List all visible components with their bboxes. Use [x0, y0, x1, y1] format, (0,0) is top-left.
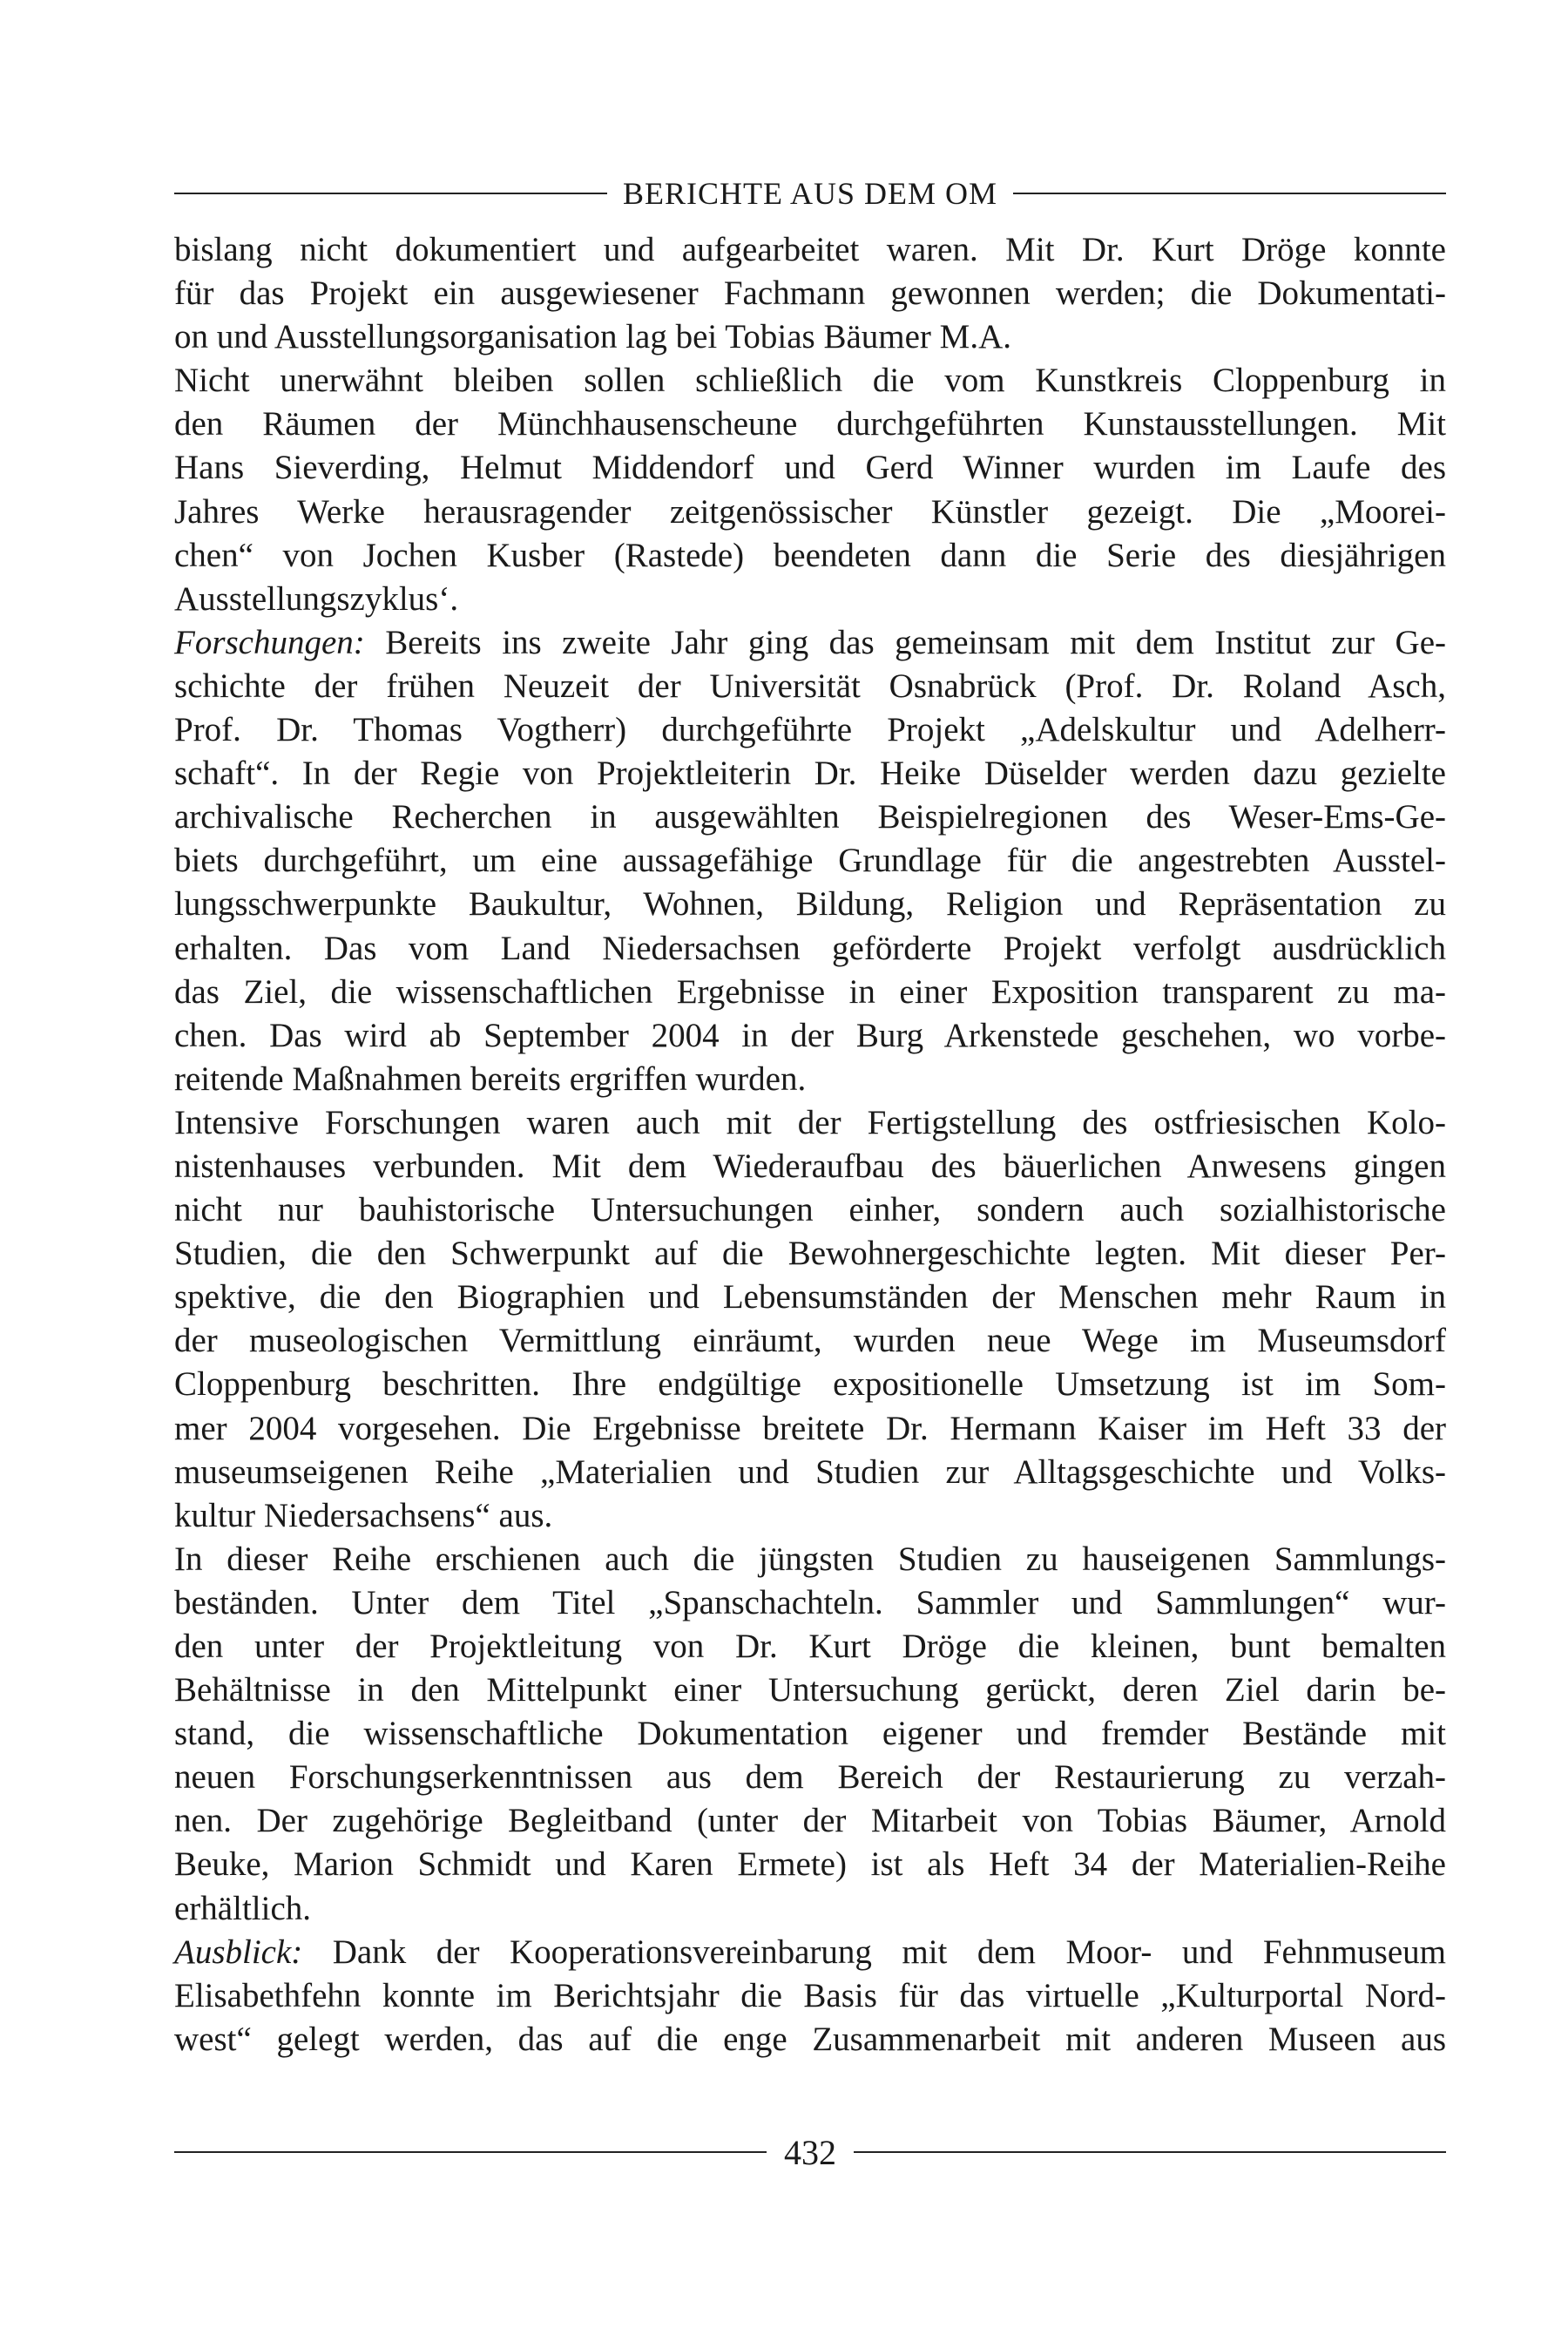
text-line: [174, 315, 1446, 359]
line-text: Beuke, Marion Schmidt und Karen Ermete) ist als Heft 34 der Materialien-Reihe: [174, 1845, 1446, 1884]
text-line: [174, 1625, 1446, 1669]
text-line: [174, 403, 1446, 446]
line-text: Cloppenburg beschritten. Ihre endgültige expositionelle Umsetzung ist im Som-: [174, 1365, 1446, 1404]
text-line: [174, 665, 1446, 708]
text-line: [174, 1145, 1446, 1188]
line-text: Elisabethfehn konnte im Berichtsjahr die Basis für das virtuelle „Kulturportal Nord-: [174, 1976, 1446, 2014]
text-line: [174, 1232, 1446, 1276]
line-text: nicht nur bauhistorische Untersuchungen einher, sondern auch sozialhistorische: [174, 1191, 1446, 1229]
text-line: [174, 534, 1446, 578]
line-text: chen“ von Jochen Kusber (Rastede) beendeten dann die Serie des diesjährigen: [174, 536, 1446, 574]
line-text: schaft“. In der Regie von Projektleiterin Dr. Heike Düselder werden dazu gezielte: [174, 755, 1446, 793]
line-text: west“ gelegt werden, das auf die enge Zusammenarbeit mit anderen Museen aus: [174, 2020, 1446, 2058]
text-line: [174, 883, 1446, 926]
text-line: [174, 1451, 1446, 1494]
text-line: [174, 228, 1446, 272]
running-header: [174, 172, 1446, 215]
line-text: nistenhauses verbunden. Mit dem Wiederaufbau des bäuerlichen Anwesens gingen: [174, 1147, 1446, 1185]
line-text: spektive, die den Biographien und Lebensumständen der Menschen mehr Raum in: [174, 1278, 1446, 1317]
text-line: [174, 1712, 1446, 1756]
text-line: [174, 1276, 1446, 1319]
page-number: 432: [784, 2132, 836, 2172]
text-line: [174, 927, 1446, 971]
line-text: erhältlich.: [174, 1889, 312, 1927]
line-text: nen. Der zugehörige Begleitband (unter der Mitarbeit von Tobias Bäumer, Arnold: [174, 1802, 1446, 1840]
footer-rule-right: [854, 2151, 1446, 2153]
text-line: [174, 1931, 1446, 1974]
text-line: [174, 1538, 1446, 1581]
text-line: [174, 1581, 1446, 1625]
header-rule-left: [174, 193, 607, 194]
text-line: [174, 1669, 1446, 1712]
line-text: Jahres Werke herausragender zeitgenössischer Künstler gezeigt. Die „Moorei-: [174, 492, 1446, 531]
running-header-title: BERICHTE AUS DEM OM: [622, 176, 998, 211]
running-footer: [174, 2126, 1446, 2178]
text-line: [174, 491, 1446, 534]
line-text: Dank der Kooperationsvereinbarung mit dem Moor- und Fehnmuseum: [302, 1933, 1446, 1971]
line-text: biets durchgeführt, um eine aussagefähige Grundlage für die angestrebten Ausstel-: [174, 842, 1446, 880]
text-line: [174, 2018, 1446, 2061]
line-text: Behältnisse in den Mittelpunkt einer Untersuchung gerückt, deren Ziel darin be-: [174, 1671, 1446, 1709]
line-text: In dieser Reihe erschienen auch die jüngsten Studien zu hauseigenen Sammlungs-: [174, 1540, 1446, 1578]
text-line: [174, 971, 1446, 1014]
line-text: Hans Sieverding, Helmut Middendorf und Gerd Winner wurden im Laufe des: [174, 449, 1446, 487]
line-text: den Räumen der Münchhausenscheune durchgeführten Kunstausstellungen. Mit: [174, 405, 1446, 443]
footer-rule-left: [174, 2151, 767, 2153]
text-line: [174, 621, 1446, 665]
text-line: [174, 1101, 1446, 1145]
line-text: Prof. Dr. Thomas Vogtherr) durchgeführte Projekt „Adelskultur und Adelherr-: [174, 711, 1446, 749]
line-text: den unter der Projektleitung von Dr. Kurt Dröge die kleinen, bunt bemalten: [174, 1628, 1446, 1665]
line-text: lungsschwerpunkte Baukultur, Wohnen, Bildung, Religion und Repräsentation zu: [174, 885, 1446, 924]
line-text: schichte der frühen Neuzeit der Universität Osnabrück (Prof. Dr. Roland Asch,: [174, 667, 1446, 705]
text-line: [174, 578, 1446, 621]
text-line: [174, 446, 1446, 490]
text-line: [174, 1494, 1446, 1538]
line-text: beständen. Unter dem Titel „Spanschachteln. Sammler und Sammlungen“ wur-: [174, 1583, 1446, 1621]
line-text: für das Projekt ein ausgewiesener Fachmann gewonnen werden; die Dokumentati-: [174, 274, 1446, 313]
line-text: mer 2004 vorgesehen. Die Ergebnisse breitete Dr. Hermann Kaiser im Heft 33 der: [174, 1409, 1446, 1447]
line-text: on und Ausstellungsorganisation lag bei Tobias Bäumer M.A.: [174, 318, 1012, 356]
text-line: [174, 359, 1446, 403]
text-line: [174, 795, 1446, 839]
text-line: [174, 839, 1446, 883]
header-rule-right: [1013, 193, 1446, 194]
text-line: [174, 272, 1446, 315]
text-line: [174, 1363, 1446, 1406]
line-text: bislang nicht dokumentiert und aufgearbeitet waren. Mit Dr. Kurt Dröge konnte: [174, 231, 1446, 268]
line-text: das Ziel, die wissenschaftlichen Ergebnisse in einer Exposition transparent zu ma-: [174, 972, 1446, 1011]
text-line: [174, 752, 1446, 795]
line-text: reitende Maßnahmen bereits ergriffen wurden.: [174, 1059, 807, 1098]
text-line: [174, 1058, 1446, 1101]
text-line: [174, 1319, 1446, 1363]
text-line: [174, 708, 1446, 752]
line-text: stand, die wissenschaftliche Dokumentation eigener und fremder Bestände mit: [174, 1715, 1446, 1753]
text-line: [174, 1188, 1446, 1232]
line-text: archivalische Recherchen in ausgewählten Beispielregionen des Weser-Ems-Ge-: [174, 798, 1446, 836]
section-lead-in: Forschungen:: [174, 623, 365, 661]
text-line: [174, 1756, 1446, 1799]
text-line: [174, 1799, 1446, 1843]
line-text: Bereits ins zweite Jahr ging das gemeinsam mit dem Institut zur Ge-: [364, 623, 1446, 661]
line-text: der museologischen Vermittlung einräumt, wurden neue Wege im Museumsdorf: [174, 1322, 1446, 1360]
text-line: [174, 1843, 1446, 1886]
text-line: [174, 1407, 1446, 1451]
body-text: [174, 228, 1446, 2061]
line-text: neuen Forschungserkenntnissen aus dem Bereich der Restaurierung zu verzah-: [174, 1758, 1446, 1797]
line-text: Intensive Forschungen waren auch mit der Fertigstellung des ostfriesischen Kolo-: [174, 1103, 1446, 1141]
line-text: Nicht unerwähnt bleiben sollen schließlich die vom Kunstkreis Cloppenburg in: [174, 362, 1446, 400]
line-text: Ausstellungszyklus‘.: [174, 579, 459, 618]
line-text: Studien, die den Schwerpunkt auf die Bewohnergeschichte legten. Mit dieser Per-: [174, 1235, 1446, 1273]
text-line: [174, 1014, 1446, 1058]
line-text: museumseigenen Reihe „Materialien und Studien zur Alltagsgeschichte und Volks-: [174, 1452, 1446, 1491]
line-text: kultur Niedersachsens“ aus.: [174, 1496, 553, 1534]
line-text: chen. Das wird ab September 2004 in der Burg Arkenstede geschehen, wo vorbe-: [174, 1016, 1446, 1054]
text-line: [174, 1887, 1446, 1931]
line-text: erhalten. Das vom Land Niedersachsen geförderte Projekt verfolgt ausdrücklich: [174, 929, 1446, 967]
section-lead-in: Ausblick:: [174, 1933, 303, 1971]
text-line: [174, 1974, 1446, 2018]
